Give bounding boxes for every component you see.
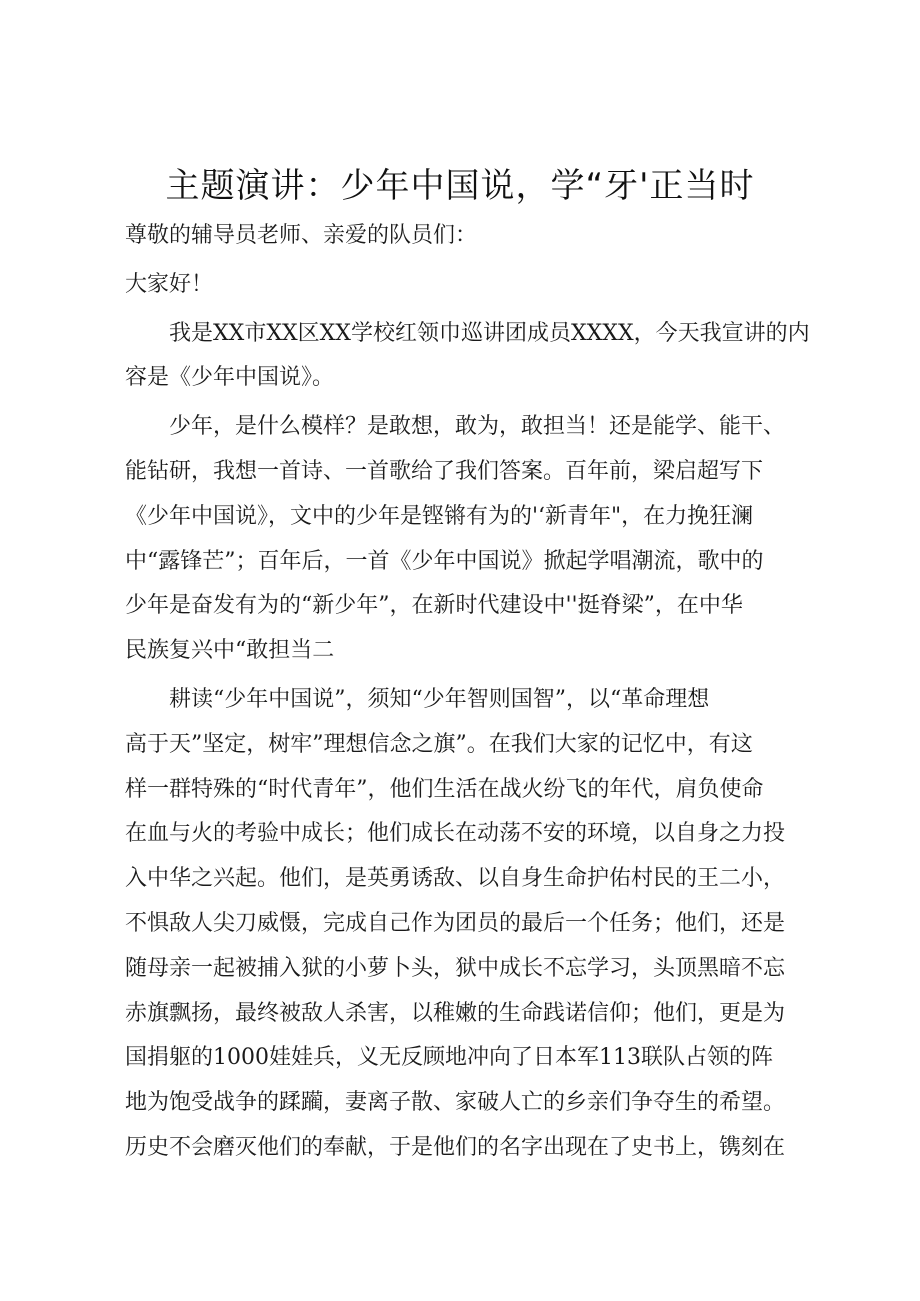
text-line: 少年，是什么模样？是敢想，敢为，敢担当！还是能学、能干、 — [169, 414, 786, 440]
text-line: 国捐躯的1000娃娃兵，义无反顾地冲向了日本军113联队占领的阵 — [125, 1045, 773, 1071]
greeting: 大家好！ — [125, 271, 214, 297]
salutation: 尊敬的辅导员老师、亲爱的队员们： — [125, 223, 478, 248]
text-line: 《少年中国说》，文中的少年是铿锵有为的'‘新青年"，在力挽狂澜 — [125, 503, 754, 529]
text-line: 随母亲一起被捕入狱的小萝卜头，狱中成长不忘学习，头顶黑暗不忘 — [125, 955, 786, 981]
text-line: 历史不会磨灭他们的奉献，于是他们的名字出现在了史书上，镌刻在 — [125, 1134, 786, 1160]
text-line: 赤旗飘扬，最终被敌人杀害，以稚嫩的生命践诺信仰；他们，更是为 — [125, 1000, 786, 1026]
text-line: 样一群特殊的“时代青年”，他们生活在战火纷飞的年代，肩负使命 — [125, 776, 764, 802]
paragraph-intro — [125, 312, 815, 402]
text-line: 容是《少年中国说》。 — [125, 365, 335, 391]
text-line: 不惧敌人尖刀威慑，完成自己作为团员的最后一个任务；他们，还是 — [125, 910, 786, 936]
text-line: 地为饱受战争的蹂躏，妻离子散、家破人亡的乡亲们争夺生的希望。 — [125, 1090, 786, 1116]
speech-body — [125, 214, 815, 1171]
paragraph-youth — [125, 405, 815, 674]
paragraph-history — [125, 678, 815, 1171]
text-line: 民族复兴中“敢担当二 — [125, 638, 335, 664]
text-line: 在血与火的考验中成长；他们成长在动荡不安的环境，以自身之力投 — [125, 821, 786, 847]
text-line: 耕读“少年中国说”，须知“少年智则国智”，以“革命理想 — [169, 686, 710, 712]
text-line: 能钻研，我想一首诗、一首歌给了我们答案。百年前，梁启超写下 — [125, 458, 764, 484]
text-line: 我是XX市XX区XX学校红领巾巡讲团成员XXXX，今天我宣讲的内 — [169, 320, 810, 346]
speech-title: 主题演讲：少年中国说，学“牙'正当时 — [165, 166, 755, 206]
text-line: 少年是奋发有为的“新少年”，在新时代建设中''挺脊梁”，在中华 — [125, 593, 743, 619]
text-line: 中“露锋芒”；百年后，一首《少年中国说》掀起学唱潮流，歌中的 — [125, 548, 764, 574]
text-line: 入中华之兴起。他们，是英勇诱敌、以自身生命护佑村民的王二小， — [125, 866, 786, 892]
text-line: 高于天”坚定，树牢”理想信念之旗”。在我们大家的记忆中，有这 — [125, 731, 753, 757]
